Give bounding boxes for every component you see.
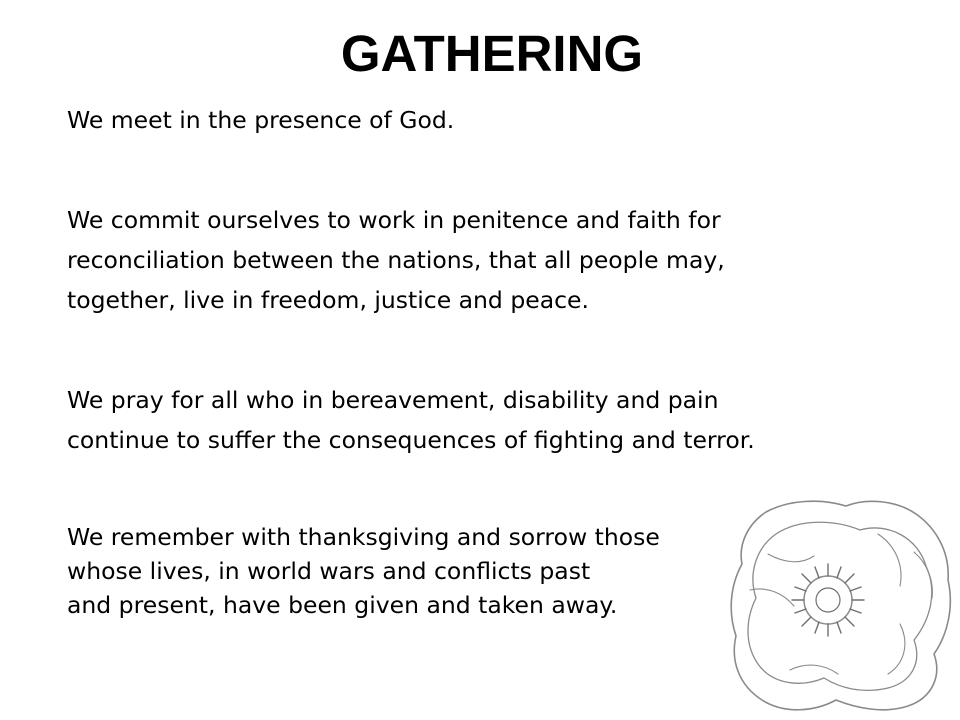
paragraph-line: and present, have been given and taken away. [67,591,618,619]
paragraph-line: We remember with thanksgiving and sorrow those [67,523,660,551]
paragraph-presence [67,100,454,140]
paragraph-line: We commit ourselves to work in penitence and faith for [67,206,721,234]
paragraph-prayer [67,380,755,460]
poppy-flower-icon [728,494,954,716]
paragraph-line: continue to suffer the consequences of fighting and terror. [67,426,755,454]
slide-title: GATHERING [340,25,644,82]
paragraph-line: reconciliation between the nations, that all people may, [67,246,725,274]
paragraph-line: We meet in the presence of God. [67,106,455,134]
paragraph-line: whose lives, in world wars and conflicts past [67,557,591,585]
paragraph-remembrance [67,520,660,622]
paragraph-line: together, live in freedom, justice and peace. [67,286,589,314]
paragraph-commitment [67,200,725,320]
paragraph-line: We pray for all who in bereavement, disability and pain [67,386,719,414]
